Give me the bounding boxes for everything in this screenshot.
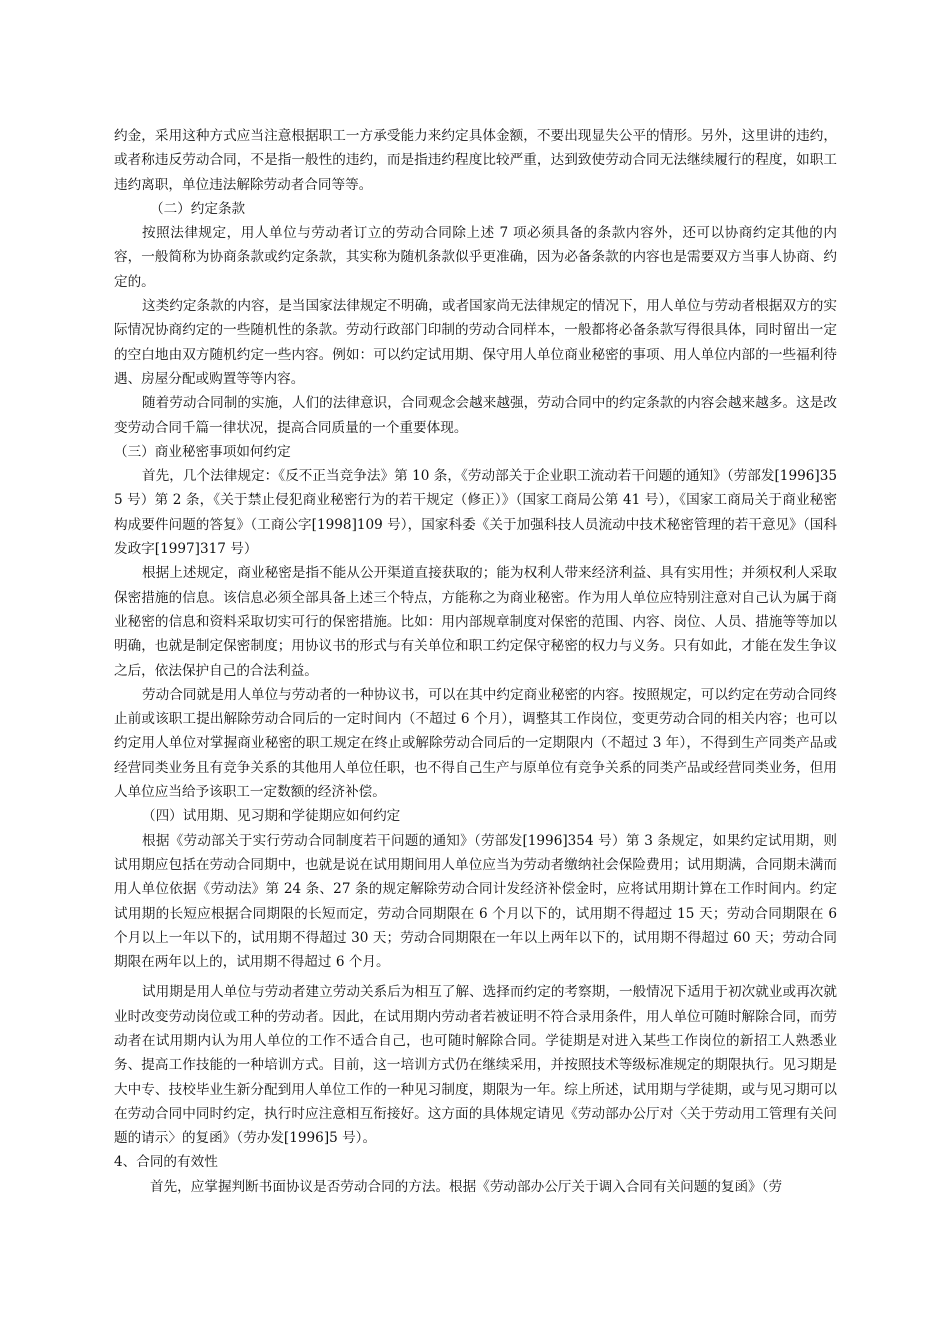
paragraph-agreed-clauses-trend: 随着劳动合同制的实施，人们的法律意识，合同观念会越来越强，劳动合同中的约定条款的内容会越来越多。这是改变劳动合同千篇一律状况，提高合同质量的一个重要体现。: [114, 395, 837, 436]
paragraph-trade-secrets-definition: 根据上述规定，商业秘密是指不能从公开渠道直接获取的；能为权利人带来经济利益、具有实用性；并须权利人采取保密措施的信息。该信息必须全部具备上述三个特点，方能称之为商业秘密。作为用人单位应特别注意对自己认为属于商业秘密的信息和资料采取切实可行的保密措施。比如：用内部规章制度对保密的范围、内容、岗位、人员、措施等等加以明确，也就是制定保密制度；用协议书的形式与有关单位和职工约定保守秘密的权力与义务。只有如此，才能在发生争议之后，依法保护自己的合法利益。: [114, 565, 837, 679]
document-page: [114, 124, 837, 1199]
paragraph-probation-rules: 根据《劳动部关于实行劳动合同制度若干问题的通知》（劳部发[1996]354 号）第 3 条规定，如果约定试用期，则试用期应包括在劳动合同期中，也就是说在试用期间用人单位应当为劳动者缴纳社会保险费用；试用期满，合同期未满而用人单位依据《劳动法》第 24 条、27 条的规定解除劳动合同计发经济补偿金时，应将试用期计算在工作时间内。约定试用期的长短应根据合同期限的长短而定，劳动合同期限在 6 个月以下的，试用期不得超过 15 天；劳动合同期限在 6 个月以上一年以下的，试用期不得超过 30 天；劳动合同期限在一年以上两年以下的，试用期不得超过 60 天；劳动合同期限在两年以上的，试用期不得超过 6 个月。: [114, 832, 837, 971]
paragraph-breach-of-contract: 约金，采用这种方式应当注意根据职工一方承受能力来约定具体金额，不要出现显失公平的情形。另外，这里讲的违约，或者称违反劳动合同，不是指一般性的违约，而是指违约程度比较严重，达到致使劳动合同无法继续履行的程度，如职工违约离职，单位违法解除劳动者合同等等。: [114, 128, 837, 193]
section-heading-probation: （四）试用期、见习期和学徒期应如何约定: [142, 808, 401, 825]
paragraph-probation-apprentice-internship: 试用期是用人单位与劳动者建立劳动关系后为相互了解、选择而约定的考察期，一般情况下适用于初次就业或再次就业时改变劳动岗位或工种的劳动者。因此，在试用期内劳动者若被证明不符合录用条件，用人单位可随时解除合同，而劳动者在试用期内认为用人单位的工作不适合自己，也可随时解除合同。学徒期是对进入某些工作岗位的新招工人熟悉业务、提高工作技能的一种培训方式。目前，这一培训方式仍在继续采用，并按照技术等级标准规定的期限执行。见习期是大中专、技校毕业生新分配到用人单位工作的一种见习制度，期限为一年。综上所述，试用期与学徒期，或与见习期可以在劳动合同中同时约定，执行时应注意相互衔接好。这方面的具体规定请见《劳动部办公厅对〈关于劳动用工管理有关问题的请示〉的复函》（劳办发[1996]5 号）。: [114, 984, 837, 1147]
section-heading-contract-validity: 4、合同的有效性: [114, 1154, 218, 1171]
paragraph-trade-secrets-contract: 劳动合同就是用人单位与劳动者的一种协议书，可以在其中约定商业秘密的内容。按照规定，可以约定在劳动合同终止前或该职工提出解除劳动合同后的一定时间内（不超过 6 个月），调整其工作岗位，变更劳动合同的相关内容；也可以约定用人单位对掌握商业秘密的职工规定在终止或解除劳动合同后的一定期限内（不超过 3 年），不得到生产同类产品或经营同类业务且有竞争关系的其他用人单位任职，也不得自己生产与原单位有竞争关系的同类产品或经营同类业务，但用人单位应当给予该职工一定数额的经济补偿。: [114, 686, 837, 801]
section-heading-agreed-clauses: （二）约定条款: [150, 200, 246, 217]
section-heading-trade-secrets: （三）商业秘密事项如何约定: [114, 443, 291, 460]
paragraph-agreed-clauses-intro: 按照法律规定，用人单位与劳动者订立的劳动合同除上述 7 项必须具备的条款内容外，还可以协商约定其他的内容，一般简称为协商条款或约定条款，其实称为随机条款似乎更准确，因为必备条款的内容也是需要双方当事人协商、约定的。: [114, 225, 837, 290]
paragraph-trade-secrets-laws: 首先，几个法律规定：《反不正当竞争法》第 10 条，《劳动部关于企业职工流动若干问题的通知》（劳部发[1996]355 号）第 2 条，《关于禁止侵犯商业秘密行为的若干规定（修正）》（国家工商局公第 41 号），《国家工商局关于商业秘密构成要件问题的答复》（工商公字[1998]109 号），国家科委《关于加强科技人员流动中技术秘密管理的若干意见》（国科发政字[1997]317 号）: [114, 468, 837, 558]
paragraph-contract-validity: 首先，应掌握判断书面协议是否劳动合同的方法。根据《劳动部办公厅关于调入合同有关问题的复函》（劳: [150, 1178, 783, 1195]
paragraph-agreed-clauses-content: 这类约定条款的内容，是当国家法律规定不明确，或者国家尚无法律规定的情况下，用人单位与劳动者根据双方的实际情况协商约定的一些随机性的条款。劳动行政部门印制的劳动合同样本，一般都将必备条款写得很具体，同时留出一定的空白地由双方随机约定一些内容。例如：可以约定试用期、保守用人单位商业秘密的事项、用人单位内部的一些福利待遇、房屋分配或购置等等内容。: [114, 298, 837, 387]
